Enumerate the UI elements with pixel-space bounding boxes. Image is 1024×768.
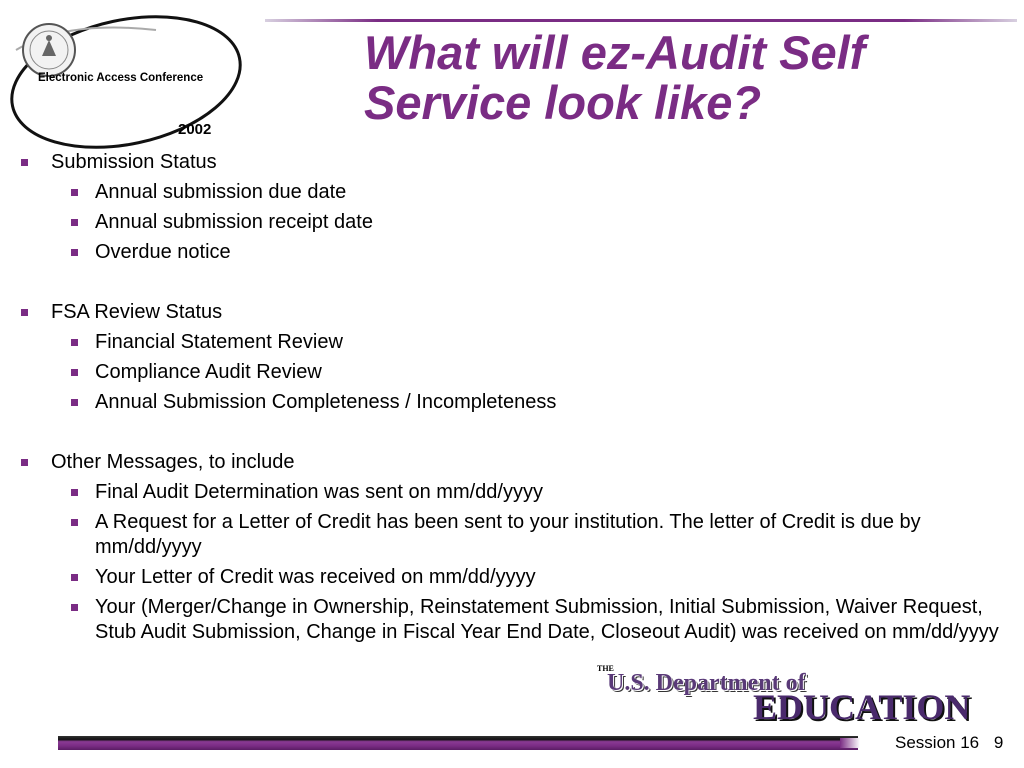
sub-bullet-item bbox=[95, 595, 1015, 645]
bullet-text: A Request for a Letter of Credit has been sent to your institution. The letter of Credit is due by mm/dd/yyyy bbox=[95, 511, 921, 558]
conference-logo-graphic bbox=[6, 10, 256, 152]
bullet-marker-icon bbox=[71, 399, 78, 406]
bottom-accent-bar bbox=[58, 736, 858, 750]
bullet-marker-icon bbox=[21, 459, 28, 466]
ed-logo-department: U.S. Department of bbox=[607, 670, 806, 696]
title-line-1: What will ez-Audit Self bbox=[364, 26, 866, 79]
bullet-item bbox=[51, 450, 294, 475]
bullet-item bbox=[51, 300, 222, 325]
sub-bullet-item bbox=[95, 180, 1015, 205]
bullet-marker-icon bbox=[71, 219, 78, 226]
department-seal-icon bbox=[23, 24, 75, 76]
bottom-accent-bar-fade bbox=[840, 738, 860, 748]
bullet-text: Compliance Audit Review bbox=[95, 361, 322, 383]
bullet-marker-icon bbox=[21, 159, 28, 166]
sub-bullet-item bbox=[95, 565, 1015, 590]
bullet-marker-icon bbox=[71, 189, 78, 196]
bullet-marker-icon bbox=[21, 309, 28, 316]
conference-label: Electronic Access Conference bbox=[38, 72, 204, 84]
bullet-text: Final Audit Determination was sent on mm/dd/yyyy bbox=[95, 481, 543, 503]
ed-logo-the: THE bbox=[597, 664, 614, 673]
bullet-text: Your Letter of Credit was received on mm/dd/yyyy bbox=[95, 566, 536, 588]
bullet-marker-icon bbox=[71, 604, 78, 611]
session-label: Session 16 bbox=[895, 733, 980, 752]
bullet-text: Financial Statement Review bbox=[95, 331, 343, 353]
sub-bullet-item bbox=[95, 240, 1015, 265]
bullet-item bbox=[51, 150, 217, 175]
bullet-marker-icon bbox=[71, 369, 78, 376]
bullet-marker-icon bbox=[71, 249, 78, 256]
bullet-marker-icon bbox=[71, 339, 78, 346]
title-line-2: Service look like? bbox=[364, 76, 762, 129]
bullet-text: Annual submission due date bbox=[95, 181, 347, 203]
bullet-text: Other Messages, to include bbox=[51, 451, 295, 473]
slide-title bbox=[364, 28, 1014, 128]
slide-footer bbox=[895, 733, 1003, 753]
bullet-text: Your (Merger/Change in Ownership, Reinstatement Submission, Initial Submission, Waiver Request, Stub Audit Submission, Change in Fiscal Year End Date, Closeout Audit) was received on mm/dd/yyyy bbox=[95, 596, 999, 643]
sub-bullet-item bbox=[95, 210, 1015, 235]
ed-logo-education: EDUCATION bbox=[753, 687, 971, 727]
sub-bullet-item bbox=[95, 360, 1015, 385]
bullet-text: Submission Status bbox=[51, 151, 217, 173]
sub-bullet-item bbox=[95, 480, 1015, 505]
conference-logo bbox=[6, 10, 256, 152]
top-rule bbox=[265, 19, 1017, 22]
bullet-text: Overdue notice bbox=[95, 241, 231, 263]
conference-year: 2002 bbox=[178, 121, 212, 138]
sub-bullet-item bbox=[95, 390, 1015, 415]
bullet-marker-icon bbox=[71, 489, 78, 496]
sub-bullet-item bbox=[95, 510, 1015, 560]
bullet-text: FSA Review Status bbox=[51, 301, 223, 323]
sub-bullet-item bbox=[95, 330, 1015, 355]
bullet-text: Annual submission receipt date bbox=[95, 211, 373, 233]
page-number: 9 bbox=[993, 733, 1004, 752]
bullet-marker-icon bbox=[71, 519, 78, 526]
bullet-marker-icon bbox=[71, 574, 78, 581]
bullet-text: Annual Submission Completeness / Incompleteness bbox=[95, 391, 557, 413]
us-department-of-education-logo bbox=[597, 664, 997, 727]
